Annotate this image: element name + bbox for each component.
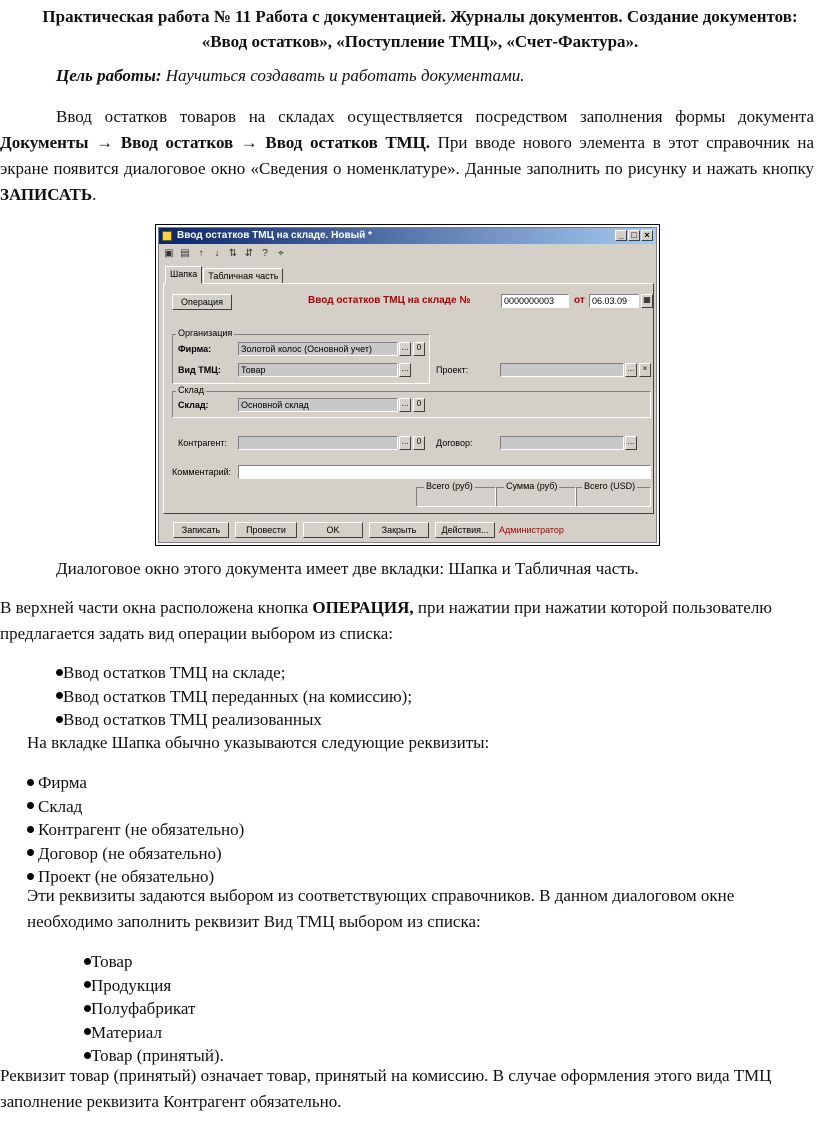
dialog-titlebar xyxy=(159,228,656,244)
tmc-type-paragraph: Эти реквизиты задаются выбором из соответствующих справочников. В данном диалоговом окне необходимо заполнить реквизит Вид ТМЦ выбором из списка: xyxy=(27,886,735,931)
list-item-text: Товар (принятый). xyxy=(91,1046,224,1065)
list-item xyxy=(27,661,412,685)
list-item xyxy=(27,818,244,842)
contract-label: Договор: xyxy=(436,438,473,448)
intro-text-c: При вводе нового элемента в этот справочник на экране появится диалоговое окно «Сведения о номенклатуре». Данные заполнить по рисунку и нажать кнопку xyxy=(0,133,815,178)
bullet-icon xyxy=(84,1028,91,1035)
list-item xyxy=(56,997,224,1021)
bullet-icon xyxy=(84,958,91,965)
project-clear-icon[interactable]: × xyxy=(639,363,651,377)
operation-word: ОПЕРАЦИЯ, xyxy=(312,598,414,617)
help-icon[interactable]: ? xyxy=(262,248,268,259)
tab-table-part[interactable]: Табличная часть xyxy=(203,268,283,284)
warehouse-select-button[interactable]: … xyxy=(399,398,411,412)
list-item-text: Товар xyxy=(91,952,133,971)
warehouse-field[interactable]: Основной склад xyxy=(238,398,398,412)
goal-text: Научиться создавать и работать документами. xyxy=(165,66,525,85)
warehouse-group-title: Склад xyxy=(178,385,205,395)
bullet-icon xyxy=(56,716,63,723)
bullet-icon xyxy=(56,669,63,676)
filter-icon[interactable]: ⌖ xyxy=(278,248,284,259)
comment-label: Комментарий: xyxy=(172,467,232,477)
intro-text-a: Ввод остатков товаров на складах осуществляется посредством заполнения формы документа xyxy=(56,107,814,126)
list-item xyxy=(56,950,224,974)
operation-paragraph xyxy=(0,595,800,647)
bullet-icon xyxy=(27,779,34,786)
goal-label: Цель работы: xyxy=(56,66,162,85)
accepted-goods-paragraph: Реквизит товар (принятый) означает товар, принятый на комиссию. В случае оформления этого вида ТМЦ заполнение реквизита Контрагент обязательно. xyxy=(0,1066,772,1111)
document-icon xyxy=(162,231,172,241)
list-item-text: Контрагент (не обязательно) xyxy=(38,820,245,839)
contractor-field[interactable] xyxy=(238,436,398,450)
project-label: Проект: xyxy=(436,365,469,375)
dialog-caption: Диалоговое окно этого документа имеет две вкладки: Шапка и Табличная часть. xyxy=(56,559,639,578)
dialog-tabs xyxy=(165,268,284,284)
date-label: от xyxy=(574,295,585,306)
list-item xyxy=(27,795,244,819)
close-icon[interactable]: × xyxy=(641,230,653,241)
tab-header[interactable]: Шапка xyxy=(165,266,202,284)
actions-button[interactable]: Действия... xyxy=(435,522,495,538)
contract-field[interactable] xyxy=(500,436,624,450)
intro-paragraph xyxy=(0,104,814,208)
document-header-title: Ввод остатков ТМЦ на складе № xyxy=(308,295,471,306)
bullet-icon xyxy=(27,849,34,856)
bullet-icon xyxy=(56,692,63,699)
list-item-text: Материал xyxy=(91,1022,162,1042)
intro-save-word: ЗАПИСАТЬ xyxy=(0,185,93,204)
operation-button[interactable]: Операция xyxy=(172,294,232,310)
header-requisites-intro: На вкладке Шапка обычно указываются следующие реквизиты: xyxy=(27,733,490,752)
sort-desc-icon[interactable]: ⇵ xyxy=(244,248,254,259)
warehouse-label: Склад: xyxy=(178,400,209,410)
firm-clear-button[interactable]: 0 xyxy=(413,342,425,356)
list-item-text: Продукция xyxy=(91,975,172,995)
doc-date-field[interactable]: 06.03.09 xyxy=(589,294,639,308)
bullet-icon xyxy=(84,1005,91,1012)
intro-text-e: . xyxy=(92,185,97,204)
intro-menu-path: Документы → Ввод остатков → Ввод остатков ТМЦ. xyxy=(0,133,431,152)
operation-text-a: В верхней части окна расположена кнопка xyxy=(0,598,313,617)
tmc-type-field[interactable]: Товар xyxy=(238,363,398,377)
firm-label: Фирма: xyxy=(178,344,212,354)
list-item xyxy=(56,974,224,998)
firm-field[interactable]: Золотой колос (Основной учет) xyxy=(238,342,398,356)
requisites-list xyxy=(27,771,244,889)
list-item-text: Проект (не обязательно) xyxy=(38,867,215,886)
warehouse-clear-button[interactable]: 0 xyxy=(413,398,425,412)
bullet-icon xyxy=(27,873,34,880)
list-item xyxy=(27,708,412,732)
save-button[interactable]: Записать xyxy=(173,522,229,538)
list-item xyxy=(27,685,412,709)
minimize-icon[interactable]: _ xyxy=(615,230,627,241)
list-item-text: Полуфабрикат xyxy=(91,999,196,1018)
list-item-text: Склад xyxy=(38,796,83,816)
dialog-title: Ввод остатков ТМЦ на складе. Новый * xyxy=(177,230,372,241)
copy-icon[interactable]: ▤ xyxy=(180,248,190,259)
bullet-icon xyxy=(27,802,34,809)
dialog-figure xyxy=(155,224,660,546)
tmc-type-label: Вид ТМЦ: xyxy=(178,365,221,375)
sort-asc-icon[interactable]: ⇅ xyxy=(228,248,238,259)
contractor-select-button[interactable]: … xyxy=(399,436,411,450)
post-button[interactable]: Провести xyxy=(235,522,297,538)
list-item-text: Ввод остатков ТМЦ переданных (на комиссию); xyxy=(63,686,413,706)
bullet-icon xyxy=(84,981,91,988)
operations-list xyxy=(27,661,412,732)
ok-button[interactable]: OK xyxy=(303,522,363,538)
list-item-text: Договор (не обязательно) xyxy=(38,843,222,863)
arrow-up-icon[interactable]: ↑ xyxy=(198,248,204,259)
project-select-button[interactable]: … xyxy=(625,363,637,377)
contractor-clear-button[interactable]: 0 xyxy=(413,436,425,450)
project-field[interactable] xyxy=(500,363,624,377)
goal-line xyxy=(56,66,525,86)
list-item xyxy=(27,771,244,795)
tmc-types-list xyxy=(56,950,224,1068)
tab-panel xyxy=(163,283,654,514)
dialog-window xyxy=(158,227,657,543)
doc-number-field[interactable]: 0000000003 xyxy=(501,294,569,308)
arrow-down-icon[interactable]: ↓ xyxy=(214,248,220,259)
list-item-text: Фирма xyxy=(38,773,87,792)
comment-field[interactable] xyxy=(238,465,651,479)
bullet-icon xyxy=(84,1052,91,1059)
calendar-icon[interactable]: ▦ xyxy=(641,294,653,308)
page-title: Практическая работа № 11 Работа с документацией. Журналы документов. Создание документов: «Ввод остатков», «Поступление ТМЦ», «Счет-Фактура». xyxy=(42,7,798,51)
list-item-text: Ввод остатков ТМЦ реализованных xyxy=(63,710,322,729)
close-button[interactable]: Закрыть xyxy=(369,522,429,538)
operation-text-c: при нажатии при нажатии которой пользователю предлагается задать вид операции выбором из списка: xyxy=(0,598,773,643)
contractor-label: Контрагент: xyxy=(178,438,228,448)
list-item-text: Ввод остатков ТМЦ на складе; xyxy=(63,663,286,682)
sum-rub-label: Сумма (руб) xyxy=(506,481,558,491)
list-item xyxy=(27,842,244,866)
total-rub-label: Всего (руб) xyxy=(426,481,473,491)
save-icon[interactable]: ▣ xyxy=(164,248,174,259)
user-name: Администратор xyxy=(499,525,564,535)
total-usd-label: Всего (USD) xyxy=(584,481,636,491)
organization-group-title: Организация xyxy=(178,328,233,338)
maximize-icon[interactable]: □ xyxy=(628,230,640,241)
contract-select-button[interactable]: … xyxy=(625,436,637,450)
tmc-type-select-button[interactable]: … xyxy=(399,363,411,377)
bullet-icon xyxy=(27,826,34,833)
dialog-toolbar xyxy=(163,246,287,262)
firm-select-button[interactable]: … xyxy=(399,342,411,356)
list-item xyxy=(56,1021,224,1045)
